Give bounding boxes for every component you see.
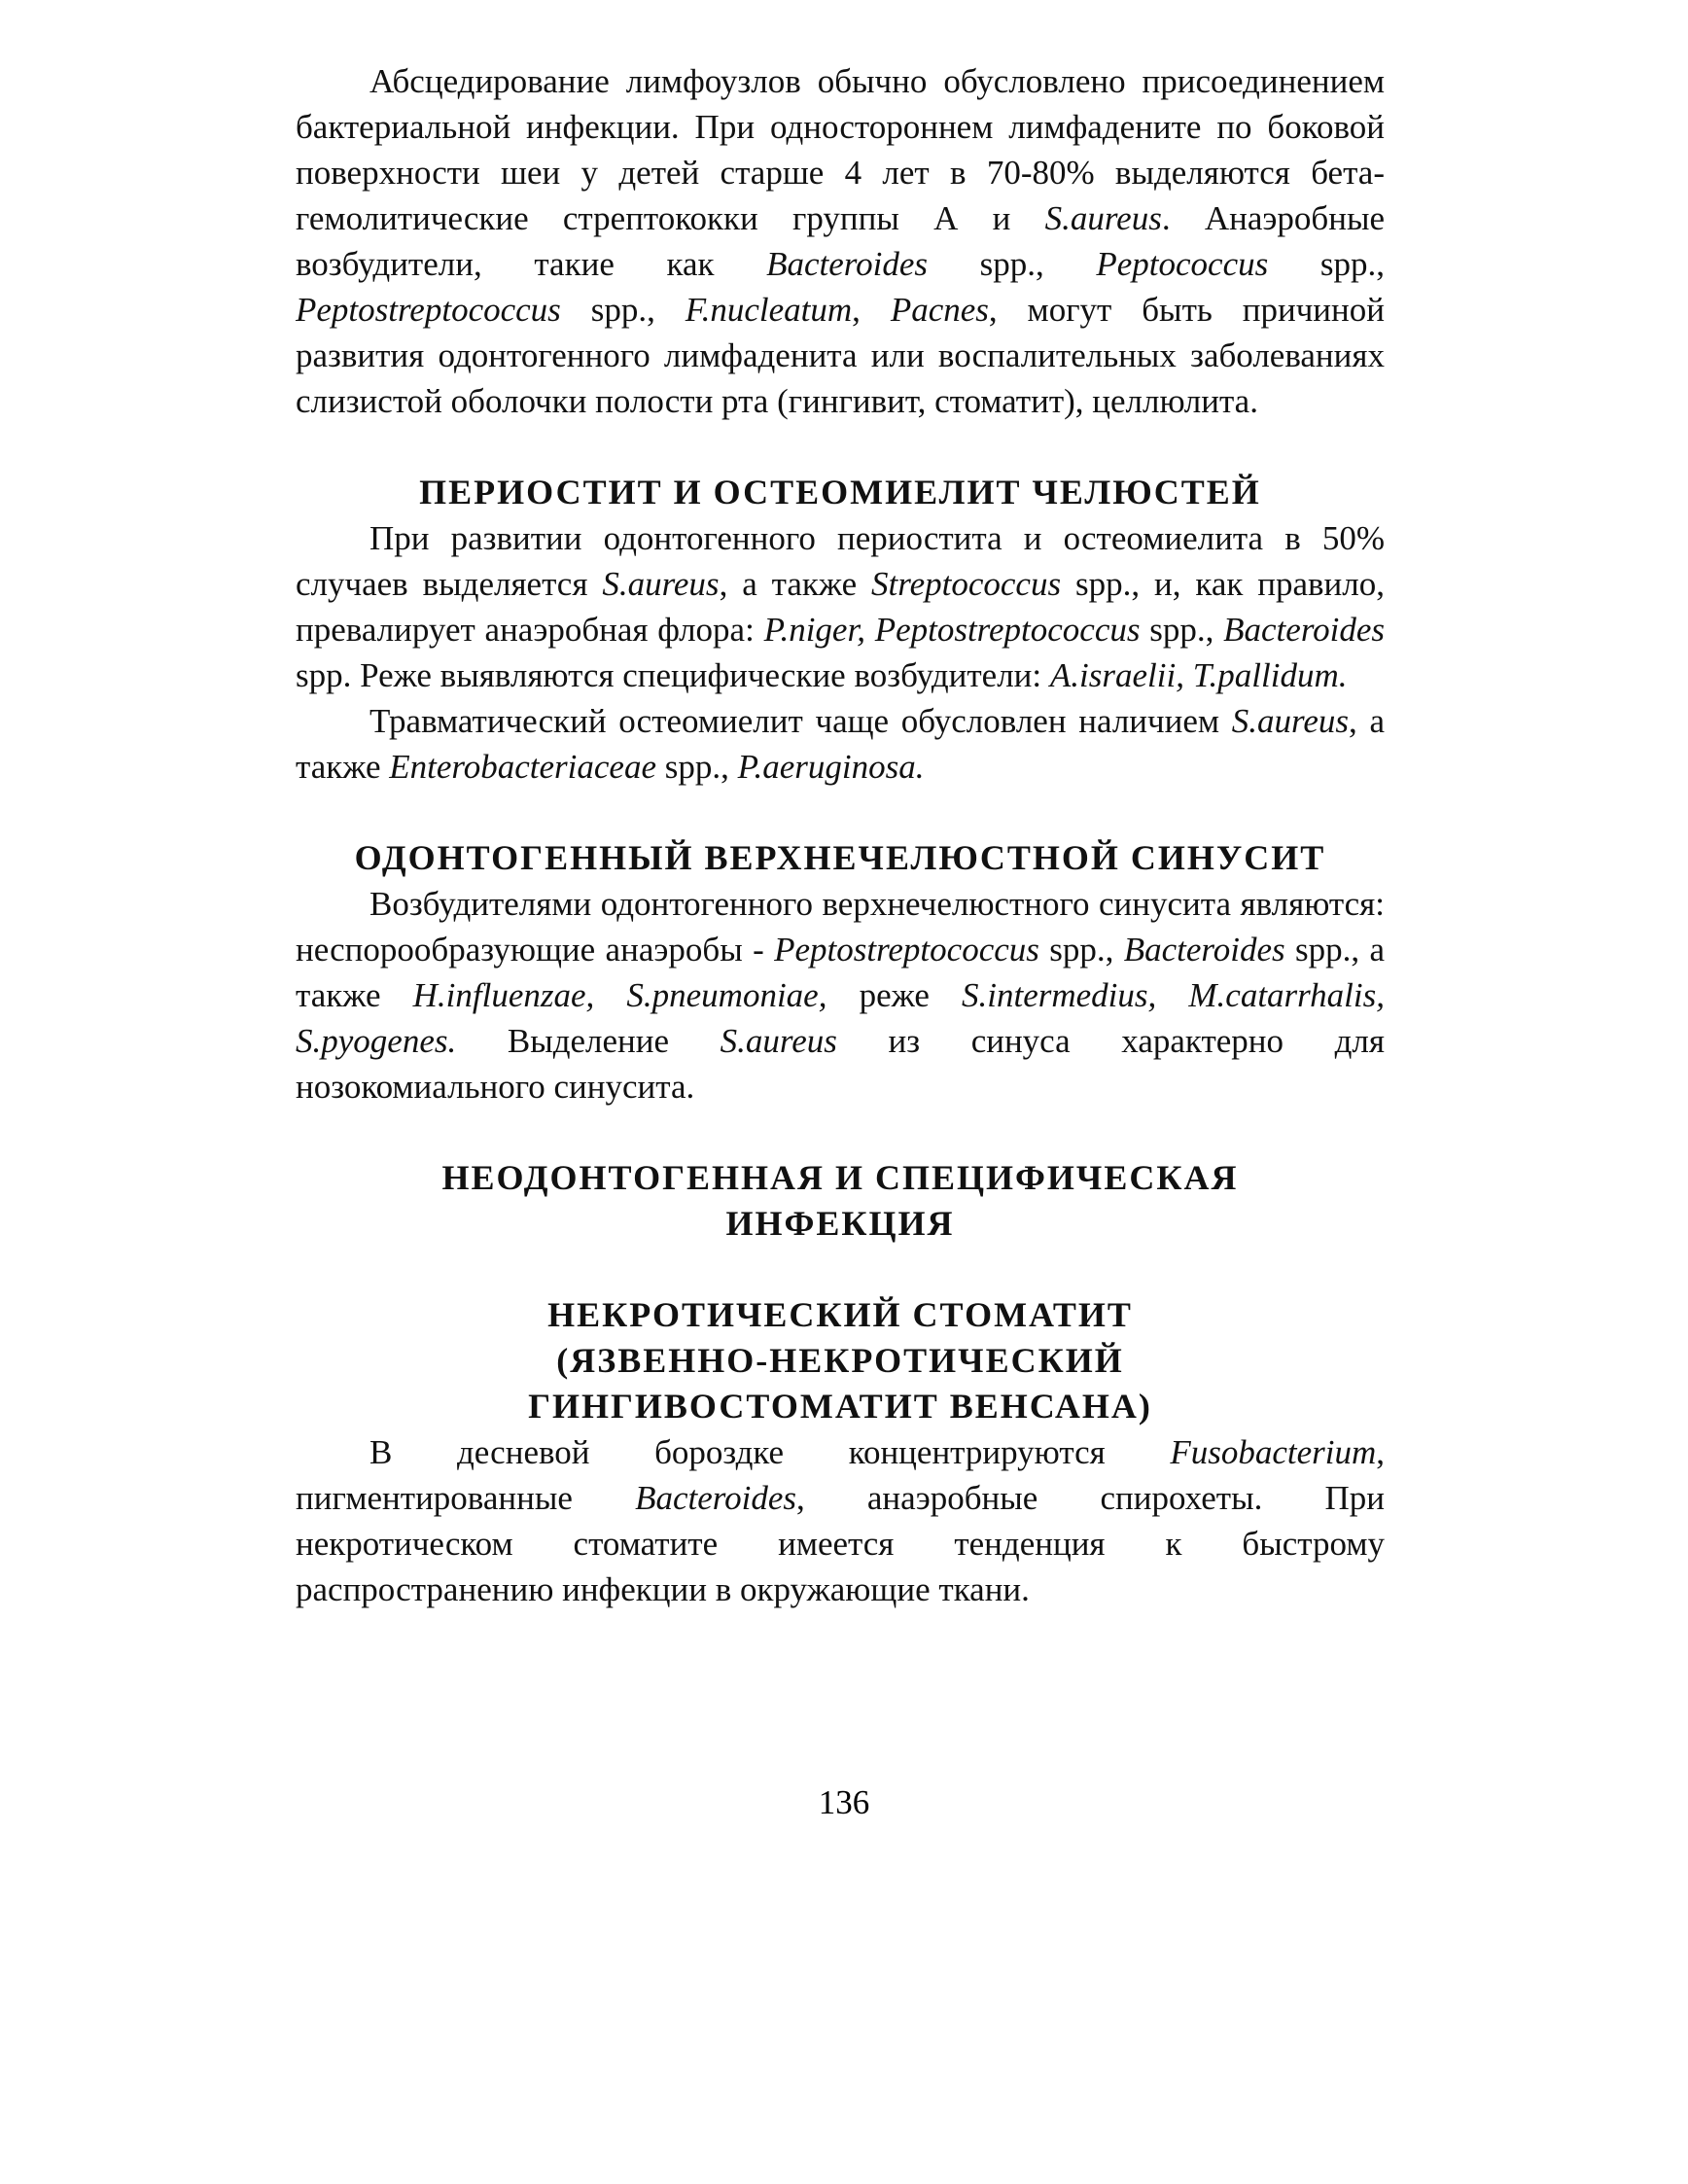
species-name: Bacteroides — [1123, 931, 1285, 969]
species-name: S.aureus — [1044, 199, 1162, 237]
heading-line: НЕКРОТИЧЕСКИЙ СТОМАТИТ — [547, 1295, 1133, 1334]
paragraph-necrotic-stomatitis — [296, 1429, 1385, 1612]
heading-sinusitis: ОДОНТОГЕННЫЙ ВЕРХНЕЧЕЛЮСТНОЙ СИНУСИТ — [354, 838, 1326, 877]
species-name: Peptostreptococcus — [774, 931, 1039, 969]
text-run: В десневой бороздке концентрируются — [369, 1433, 1171, 1471]
text-run: spp., — [928, 245, 1097, 283]
text-run: spp., — [655, 748, 738, 786]
text-run: При развитии одонтогенного периостита и остеомиелита в 50% случаев выделяется — [296, 519, 1385, 603]
text-run: из синуса характерно для нозокомиального синусита. — [296, 1022, 1385, 1106]
text-run: , могут быть причиной развития одонтогенного лимфаденита или воспалительных заболеваниях слизистой оболочки полости рта (гингивит, стоматит), целлюлита. — [296, 291, 1385, 420]
text-run: Возбудителями одонтогенного верхнечелюстного синусита являются: неспорообразующие анаэробы - — [296, 885, 1385, 969]
species-name: Peptococcus — [1096, 245, 1269, 283]
heading-line: ГИНГИВОСТОМАТИТ ВЕНСАНА) — [528, 1387, 1152, 1426]
page-number: 136 — [818, 1783, 870, 1821]
text-run: , а также — [296, 702, 1385, 786]
species-name: P.aeruginosa. — [737, 748, 925, 786]
species-name: S.aureus — [720, 1022, 837, 1060]
heading-line: (ЯЗВЕННО-НЕКРОТИЧЕСКИЙ — [556, 1341, 1124, 1380]
text-run: Выделение — [456, 1022, 721, 1060]
species-name: Pacnes — [890, 291, 989, 329]
species-name: Fusobacterium — [1170, 1433, 1377, 1471]
species-name: A.israelii, T.pallidum. — [1049, 656, 1348, 694]
heading-line: НЕОДОНТОГЕННАЯ И СПЕЦИФИЧЕСКАЯ — [441, 1158, 1239, 1197]
species-name: H.influenzae, S.pneumoniae, — [412, 976, 827, 1014]
paragraph-periostitis — [296, 515, 1385, 698]
text-run: spp. Реже выявляются специфические возбудители: — [296, 656, 1050, 694]
species-name: P.niger, Peptostreptococcus — [763, 611, 1141, 649]
species-name: Streptococcus — [871, 565, 1062, 603]
text-run: , — [852, 291, 891, 329]
text-run: spp., — [1140, 611, 1224, 649]
text-run: spp., и, как правило, превалирует анаэробная флора: — [296, 565, 1385, 649]
species-name: Bacteroides — [766, 245, 928, 283]
text-run: spp., а также — [296, 931, 1386, 1014]
book-page — [296, 58, 1385, 1612]
species-name: Enterobacteriaceae — [389, 748, 656, 786]
text-run: spp., — [560, 291, 686, 329]
heading-periostitis: ПЕРИОСТИТ И ОСТЕОМИЕЛИТ ЧЕЛЮСТЕЙ — [419, 473, 1261, 511]
species-name: S.aureus — [1231, 702, 1349, 740]
species-name: Bacteroides — [635, 1479, 796, 1517]
heading-line: ИНФЕКЦИЯ — [725, 1204, 955, 1243]
paragraph-traumatic-osteomyelitis — [296, 698, 1385, 790]
species-name: S.intermedius, M.catarrhalis, S.pyogenes. — [296, 976, 1385, 1060]
paragraph-sinusitis — [296, 881, 1385, 1110]
heading-necrotic-stomatitis — [296, 1292, 1385, 1429]
text-run: . Анаэробные возбудители, такие как — [296, 199, 1385, 283]
species-name: S.aureus — [602, 565, 720, 603]
text-run: , анаэробные спирохеты. При некротическом стоматите имеется тенденция к быстрому распространению инфекции в окружающие ткани. — [296, 1479, 1386, 1608]
text-run: Абсцедирование лимфоузлов обычно обусловлено присоединением бактериальной инфекции. При одностороннем лимфадените по боковой поверхности шеи у детей старше 4 лет в 70-80% выделяются бета-гемолитические стрептококки группы А и — [296, 62, 1385, 237]
heading-nonodontogenic-infection — [296, 1155, 1385, 1247]
species-name: Peptostreptococcus — [296, 291, 561, 329]
species-name: F.nucleatum — [685, 291, 853, 329]
text-run: , а также — [719, 565, 872, 603]
text-run: Травматический остеомиелит чаще обусловлен наличием — [369, 702, 1232, 740]
paragraph-lymphadenitis — [296, 58, 1385, 424]
text-run: , пигментированные — [296, 1433, 1385, 1517]
text-run: реже — [826, 976, 962, 1014]
text-run: spp., — [1038, 931, 1124, 969]
species-name: Bacteroides — [1223, 611, 1386, 649]
text-run: spp., — [1268, 245, 1385, 283]
